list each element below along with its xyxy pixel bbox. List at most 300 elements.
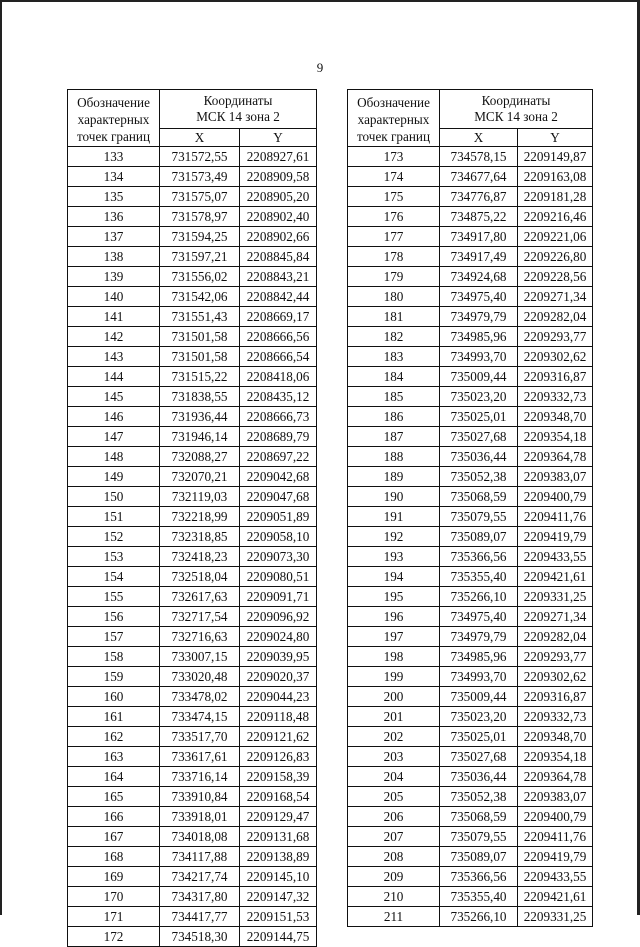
coordinate-y: 2209400,79 bbox=[518, 487, 593, 507]
table-row bbox=[68, 167, 317, 187]
point-number: 210 bbox=[348, 887, 440, 907]
coordinate-x: 731575,07 bbox=[160, 187, 240, 207]
coordinate-x: 731501,58 bbox=[160, 327, 240, 347]
point-number: 140 bbox=[68, 287, 160, 307]
coordinate-y: 2209282,04 bbox=[518, 627, 593, 647]
table-row bbox=[348, 367, 593, 387]
table-row bbox=[68, 627, 317, 647]
header-coordinates-line-2: МСК 14 зона 2 bbox=[474, 109, 558, 125]
point-number: 206 bbox=[348, 807, 440, 827]
point-number: 191 bbox=[348, 507, 440, 527]
point-number: 150 bbox=[68, 487, 160, 507]
coordinate-x: 734217,74 bbox=[160, 867, 240, 887]
coordinate-y: 2209433,55 bbox=[518, 867, 593, 887]
point-number: 195 bbox=[348, 587, 440, 607]
table-row bbox=[348, 887, 593, 907]
table-row bbox=[68, 207, 317, 227]
page-number: 9 bbox=[316, 60, 324, 75]
table-row bbox=[348, 407, 593, 427]
header-coordinates bbox=[160, 90, 317, 129]
coordinate-x: 734578,15 bbox=[440, 147, 518, 167]
coordinate-x: 734117,88 bbox=[160, 847, 240, 867]
coordinate-x: 731572,55 bbox=[160, 147, 240, 167]
table-row bbox=[68, 427, 317, 447]
header-coordinates bbox=[440, 90, 593, 129]
coordinate-x: 735266,10 bbox=[440, 587, 518, 607]
header-point-code bbox=[348, 90, 440, 147]
coordinate-y: 2209080,51 bbox=[240, 567, 317, 587]
table-row bbox=[68, 747, 317, 767]
table-row bbox=[68, 527, 317, 547]
point-number: 141 bbox=[68, 307, 160, 327]
coordinate-y: 2208902,66 bbox=[240, 227, 317, 247]
table-row bbox=[348, 227, 593, 247]
table-row bbox=[68, 767, 317, 787]
table-row bbox=[68, 707, 317, 727]
coordinate-y: 2208435,12 bbox=[240, 387, 317, 407]
coordinate-y: 2209411,76 bbox=[518, 827, 593, 847]
table-row bbox=[348, 427, 593, 447]
coordinate-x: 734875,22 bbox=[440, 207, 518, 227]
coordinate-y: 2209302,62 bbox=[518, 667, 593, 687]
coordinate-y: 2209316,87 bbox=[518, 687, 593, 707]
coordinate-y: 2209421,61 bbox=[518, 887, 593, 907]
header-coordinates-line-2: МСК 14 зона 2 bbox=[196, 109, 280, 125]
header-point-code-line-2: характерных bbox=[357, 111, 430, 127]
table-row bbox=[348, 487, 593, 507]
table-row bbox=[68, 587, 317, 607]
point-number: 172 bbox=[68, 927, 160, 947]
coordinate-y: 2209293,77 bbox=[518, 647, 593, 667]
coordinate-x: 734985,96 bbox=[440, 327, 518, 347]
table-row bbox=[348, 207, 593, 227]
header-y: Y bbox=[518, 129, 593, 147]
table-row bbox=[68, 287, 317, 307]
coordinate-x: 734417,77 bbox=[160, 907, 240, 927]
table-row bbox=[348, 627, 593, 647]
header-point-code-line-1: Обозначение bbox=[77, 94, 150, 110]
header-coordinates-line-1: Координаты bbox=[203, 93, 273, 109]
point-number: 175 bbox=[348, 187, 440, 207]
coordinate-x: 733478,02 bbox=[160, 687, 240, 707]
coordinate-y: 2209271,34 bbox=[518, 287, 593, 307]
coordinate-y: 2208909,58 bbox=[240, 167, 317, 187]
coordinate-x: 731838,55 bbox=[160, 387, 240, 407]
point-number: 166 bbox=[68, 807, 160, 827]
coordinate-y: 2209042,68 bbox=[240, 467, 317, 487]
table-row bbox=[348, 527, 593, 547]
point-number: 137 bbox=[68, 227, 160, 247]
point-number: 148 bbox=[68, 447, 160, 467]
coordinate-y: 2209221,06 bbox=[518, 227, 593, 247]
coordinate-x: 731946,14 bbox=[160, 427, 240, 447]
coordinate-y: 2209158,39 bbox=[240, 767, 317, 787]
coordinate-x: 734993,70 bbox=[440, 347, 518, 367]
point-number: 156 bbox=[68, 607, 160, 627]
point-number: 173 bbox=[348, 147, 440, 167]
point-number: 208 bbox=[348, 847, 440, 867]
table-row bbox=[68, 227, 317, 247]
coordinate-x: 731594,25 bbox=[160, 227, 240, 247]
coordinate-y: 2209149,87 bbox=[518, 147, 593, 167]
point-number: 153 bbox=[68, 547, 160, 567]
coordinate-y: 2208666,56 bbox=[240, 327, 317, 347]
coordinate-x: 735355,40 bbox=[440, 887, 518, 907]
coordinate-x: 732617,63 bbox=[160, 587, 240, 607]
coordinate-y: 2209163,08 bbox=[518, 167, 593, 187]
coordinate-y: 2209419,79 bbox=[518, 847, 593, 867]
point-number: 138 bbox=[68, 247, 160, 267]
coordinate-x: 734518,30 bbox=[160, 927, 240, 947]
page-border-top bbox=[0, 0, 640, 2]
table-row bbox=[68, 907, 317, 927]
point-number: 176 bbox=[348, 207, 440, 227]
table-row bbox=[68, 607, 317, 627]
point-number: 157 bbox=[68, 627, 160, 647]
table-row bbox=[348, 747, 593, 767]
table-row bbox=[348, 847, 593, 867]
coordinate-y: 2209121,62 bbox=[240, 727, 317, 747]
coordinate-y: 2208842,44 bbox=[240, 287, 317, 307]
coordinate-y: 2209348,70 bbox=[518, 407, 593, 427]
coordinate-y: 2209433,55 bbox=[518, 547, 593, 567]
point-number: 168 bbox=[68, 847, 160, 867]
header-x: X bbox=[160, 129, 240, 147]
coordinate-x: 734917,49 bbox=[440, 247, 518, 267]
coordinate-y: 2209354,18 bbox=[518, 747, 593, 767]
coordinate-y: 2209332,73 bbox=[518, 387, 593, 407]
coordinate-x: 735052,38 bbox=[440, 467, 518, 487]
table-row bbox=[68, 567, 317, 587]
coordinate-y: 2209383,07 bbox=[518, 787, 593, 807]
point-number: 133 bbox=[68, 147, 160, 167]
page-border-left bbox=[0, 0, 2, 915]
table-row bbox=[348, 287, 593, 307]
table-row bbox=[68, 887, 317, 907]
table-row bbox=[348, 867, 593, 887]
table-row bbox=[68, 467, 317, 487]
coordinate-x: 735266,10 bbox=[440, 907, 518, 927]
coordinate-y: 2209302,62 bbox=[518, 347, 593, 367]
table-row bbox=[68, 387, 317, 407]
point-number: 197 bbox=[348, 627, 440, 647]
coordinate-x: 735089,07 bbox=[440, 527, 518, 547]
point-number: 199 bbox=[348, 667, 440, 687]
coordinate-y: 2209020,37 bbox=[240, 667, 317, 687]
table-body-left bbox=[68, 147, 317, 947]
table-row bbox=[68, 867, 317, 887]
coordinate-x: 731542,06 bbox=[160, 287, 240, 307]
table-row bbox=[348, 907, 593, 927]
coordinate-x: 734317,80 bbox=[160, 887, 240, 907]
point-number: 170 bbox=[68, 887, 160, 907]
coordinate-y: 2209044,23 bbox=[240, 687, 317, 707]
point-number: 159 bbox=[68, 667, 160, 687]
table-row bbox=[68, 687, 317, 707]
coordinates-table-left bbox=[67, 89, 317, 947]
coordinate-y: 2209145,10 bbox=[240, 867, 317, 887]
point-number: 135 bbox=[68, 187, 160, 207]
point-number: 147 bbox=[68, 427, 160, 447]
point-number: 162 bbox=[68, 727, 160, 747]
coordinate-y: 2209091,71 bbox=[240, 587, 317, 607]
coordinate-x: 734979,79 bbox=[440, 307, 518, 327]
coordinate-y: 2209144,75 bbox=[240, 927, 317, 947]
coordinate-x: 733517,70 bbox=[160, 727, 240, 747]
coordinate-y: 2209316,87 bbox=[518, 367, 593, 387]
coordinate-x: 733716,14 bbox=[160, 767, 240, 787]
table-row bbox=[68, 147, 317, 167]
coordinate-x: 735079,55 bbox=[440, 507, 518, 527]
coordinate-x: 733617,61 bbox=[160, 747, 240, 767]
coordinate-x: 732418,23 bbox=[160, 547, 240, 567]
coordinate-y: 2209331,25 bbox=[518, 907, 593, 927]
coordinate-y: 2209024,80 bbox=[240, 627, 317, 647]
coordinate-y: 2209282,04 bbox=[518, 307, 593, 327]
coordinate-x: 735027,68 bbox=[440, 427, 518, 447]
coordinate-y: 2208697,22 bbox=[240, 447, 317, 467]
coordinate-x: 734993,70 bbox=[440, 667, 518, 687]
point-number: 207 bbox=[348, 827, 440, 847]
table-row bbox=[348, 347, 593, 367]
point-number: 169 bbox=[68, 867, 160, 887]
table-row bbox=[348, 307, 593, 327]
point-number: 194 bbox=[348, 567, 440, 587]
point-number: 209 bbox=[348, 867, 440, 887]
coordinate-y: 2209147,32 bbox=[240, 887, 317, 907]
coordinate-x: 731597,21 bbox=[160, 247, 240, 267]
table-row bbox=[348, 247, 593, 267]
table-row bbox=[348, 767, 593, 787]
coordinate-y: 2209126,83 bbox=[240, 747, 317, 767]
table-row bbox=[68, 267, 317, 287]
point-number: 136 bbox=[68, 207, 160, 227]
coordinate-x: 732119,03 bbox=[160, 487, 240, 507]
coordinate-y: 2209168,54 bbox=[240, 787, 317, 807]
header-y: Y bbox=[240, 129, 317, 147]
point-number: 196 bbox=[348, 607, 440, 627]
point-number: 201 bbox=[348, 707, 440, 727]
coordinate-y: 2208845,84 bbox=[240, 247, 317, 267]
point-number: 155 bbox=[68, 587, 160, 607]
coordinate-x: 731551,43 bbox=[160, 307, 240, 327]
table-row bbox=[348, 687, 593, 707]
point-number: 192 bbox=[348, 527, 440, 547]
point-number: 200 bbox=[348, 687, 440, 707]
header-point-code-line-3: точек границ bbox=[356, 128, 431, 144]
table-row bbox=[348, 167, 593, 187]
coordinate-x: 732218,99 bbox=[160, 507, 240, 527]
coordinate-y: 2209118,48 bbox=[240, 707, 317, 727]
point-number: 205 bbox=[348, 787, 440, 807]
coordinate-x: 732716,63 bbox=[160, 627, 240, 647]
coordinate-x: 734677,64 bbox=[440, 167, 518, 187]
coordinate-x: 734917,80 bbox=[440, 227, 518, 247]
coordinate-x: 734924,68 bbox=[440, 267, 518, 287]
coordinate-x: 735052,38 bbox=[440, 787, 518, 807]
point-number: 186 bbox=[348, 407, 440, 427]
table-row bbox=[348, 647, 593, 667]
table-row bbox=[68, 507, 317, 527]
table-body-right bbox=[348, 147, 593, 927]
point-number: 160 bbox=[68, 687, 160, 707]
coordinate-y: 2209151,53 bbox=[240, 907, 317, 927]
coordinate-y: 2209216,46 bbox=[518, 207, 593, 227]
point-number: 184 bbox=[348, 367, 440, 387]
coordinate-y: 2209228,56 bbox=[518, 267, 593, 287]
coordinate-x: 735023,20 bbox=[440, 387, 518, 407]
coordinate-x: 735025,01 bbox=[440, 407, 518, 427]
coordinate-x: 731556,02 bbox=[160, 267, 240, 287]
header-point-code-line-1: Обозначение bbox=[357, 94, 430, 110]
point-number: 144 bbox=[68, 367, 160, 387]
coordinate-y: 2209421,61 bbox=[518, 567, 593, 587]
point-number: 171 bbox=[68, 907, 160, 927]
coordinate-x: 732070,21 bbox=[160, 467, 240, 487]
table-row bbox=[68, 487, 317, 507]
table-row bbox=[348, 507, 593, 527]
point-number: 134 bbox=[68, 167, 160, 187]
table-row bbox=[348, 547, 593, 567]
coordinate-x: 735025,01 bbox=[440, 727, 518, 747]
point-number: 190 bbox=[348, 487, 440, 507]
coordinate-y: 2209096,92 bbox=[240, 607, 317, 627]
table-row bbox=[68, 407, 317, 427]
coordinate-y: 2209073,30 bbox=[240, 547, 317, 567]
coordinate-y: 2209271,34 bbox=[518, 607, 593, 627]
table-row bbox=[68, 847, 317, 867]
coordinate-y: 2209039,95 bbox=[240, 647, 317, 667]
coordinate-y: 2209411,76 bbox=[518, 507, 593, 527]
table-row bbox=[348, 327, 593, 347]
table-row bbox=[68, 807, 317, 827]
point-number: 146 bbox=[68, 407, 160, 427]
coordinate-x: 731573,49 bbox=[160, 167, 240, 187]
coordinate-x: 731578,97 bbox=[160, 207, 240, 227]
table-row bbox=[68, 727, 317, 747]
coordinate-y: 2209047,68 bbox=[240, 487, 317, 507]
coordinate-y: 2209332,73 bbox=[518, 707, 593, 727]
point-number: 164 bbox=[68, 767, 160, 787]
point-number: 174 bbox=[348, 167, 440, 187]
coordinate-y: 2209354,18 bbox=[518, 427, 593, 447]
table-row bbox=[348, 567, 593, 587]
point-number: 202 bbox=[348, 727, 440, 747]
point-number: 188 bbox=[348, 447, 440, 467]
header-point-code bbox=[68, 90, 160, 147]
coordinate-x: 734018,08 bbox=[160, 827, 240, 847]
coordinate-x: 735355,40 bbox=[440, 567, 518, 587]
point-number: 158 bbox=[68, 647, 160, 667]
coordinate-x: 735068,59 bbox=[440, 807, 518, 827]
coordinate-x: 735366,56 bbox=[440, 547, 518, 567]
table-row bbox=[68, 307, 317, 327]
point-number: 161 bbox=[68, 707, 160, 727]
table-row bbox=[348, 267, 593, 287]
coordinate-y: 2209400,79 bbox=[518, 807, 593, 827]
header-point-code-line-2: характерных bbox=[77, 111, 150, 127]
point-number: 181 bbox=[348, 307, 440, 327]
coordinate-y: 2208902,40 bbox=[240, 207, 317, 227]
coordinate-y: 2209131,68 bbox=[240, 827, 317, 847]
coordinate-y: 2209348,70 bbox=[518, 727, 593, 747]
coordinate-x: 734975,40 bbox=[440, 607, 518, 627]
point-number: 203 bbox=[348, 747, 440, 767]
coordinate-y: 2209129,47 bbox=[240, 807, 317, 827]
point-number: 204 bbox=[348, 767, 440, 787]
point-number: 193 bbox=[348, 547, 440, 567]
table-row bbox=[68, 647, 317, 667]
coordinate-x: 731936,44 bbox=[160, 407, 240, 427]
table-row bbox=[348, 787, 593, 807]
header-coordinates-line-1: Координаты bbox=[481, 93, 551, 109]
table-row bbox=[68, 547, 317, 567]
table-row bbox=[348, 587, 593, 607]
coordinate-y: 2208666,54 bbox=[240, 347, 317, 367]
coordinate-x: 733020,48 bbox=[160, 667, 240, 687]
coordinate-y: 2209383,07 bbox=[518, 467, 593, 487]
coordinate-x: 734975,40 bbox=[440, 287, 518, 307]
coordinate-x: 732518,04 bbox=[160, 567, 240, 587]
table-row bbox=[348, 727, 593, 747]
point-number: 154 bbox=[68, 567, 160, 587]
coordinate-x: 735089,07 bbox=[440, 847, 518, 867]
coordinate-x: 734776,87 bbox=[440, 187, 518, 207]
coordinate-y: 2208843,21 bbox=[240, 267, 317, 287]
table-row bbox=[348, 447, 593, 467]
coordinate-x: 733910,84 bbox=[160, 787, 240, 807]
point-number: 189 bbox=[348, 467, 440, 487]
coordinate-y: 2209226,80 bbox=[518, 247, 593, 267]
coordinate-x: 735068,59 bbox=[440, 487, 518, 507]
point-number: 185 bbox=[348, 387, 440, 407]
table-row bbox=[348, 147, 593, 167]
coordinate-y: 2209181,28 bbox=[518, 187, 593, 207]
coordinate-x: 735036,44 bbox=[440, 447, 518, 467]
point-number: 149 bbox=[68, 467, 160, 487]
point-number: 152 bbox=[68, 527, 160, 547]
header-x: X bbox=[440, 129, 518, 147]
table-row bbox=[68, 827, 317, 847]
table-row bbox=[68, 447, 317, 467]
coordinate-y: 2208689,79 bbox=[240, 427, 317, 447]
table-row bbox=[68, 667, 317, 687]
point-number: 139 bbox=[68, 267, 160, 287]
table-row bbox=[348, 387, 593, 407]
coordinate-y: 2209331,25 bbox=[518, 587, 593, 607]
table-row bbox=[348, 707, 593, 727]
table-row bbox=[348, 467, 593, 487]
table-row bbox=[348, 187, 593, 207]
coordinate-y: 2209138,89 bbox=[240, 847, 317, 867]
table-row bbox=[348, 607, 593, 627]
point-number: 211 bbox=[348, 907, 440, 927]
point-number: 187 bbox=[348, 427, 440, 447]
coordinate-x: 733007,15 bbox=[160, 647, 240, 667]
header-point-code-line-3: точек границ bbox=[76, 128, 151, 144]
point-number: 198 bbox=[348, 647, 440, 667]
coordinate-x: 735036,44 bbox=[440, 767, 518, 787]
point-number: 178 bbox=[348, 247, 440, 267]
coordinate-y: 2208905,20 bbox=[240, 187, 317, 207]
coordinate-y: 2209293,77 bbox=[518, 327, 593, 347]
table-row bbox=[348, 827, 593, 847]
table-row bbox=[68, 347, 317, 367]
coordinate-y: 2209051,89 bbox=[240, 507, 317, 527]
table-row bbox=[348, 807, 593, 827]
point-number: 180 bbox=[348, 287, 440, 307]
point-number: 145 bbox=[68, 387, 160, 407]
